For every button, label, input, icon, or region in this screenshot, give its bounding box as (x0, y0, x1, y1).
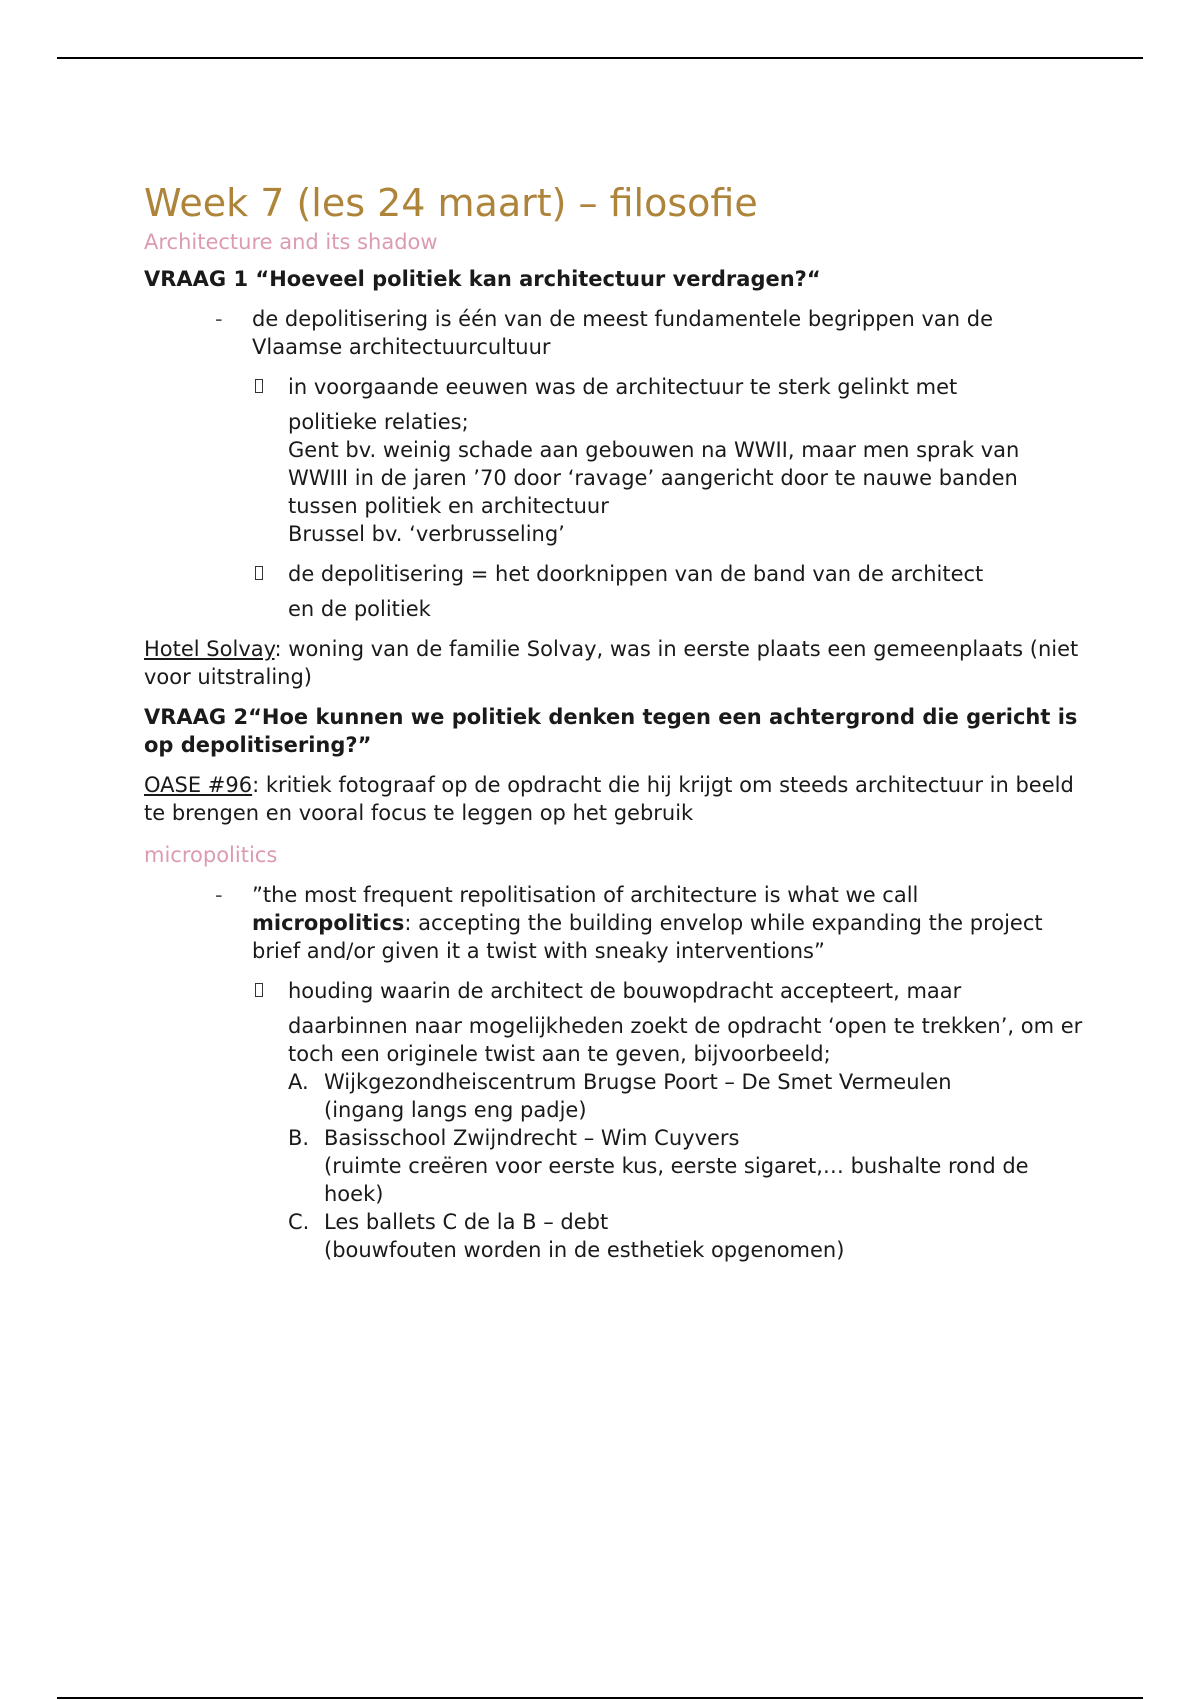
paragraph-text: : kritiek fotograaf op de opdracht die hij krijgt om steeds architectuur in beeld te brengen en vooral focus te leggen op het gebruik (144, 773, 1074, 825)
sub-bullet-first-line: in voorgaande eeuwen was de architectuur te sterk gelinkt met (288, 375, 958, 399)
sub-bullet-line: en de politiek (288, 597, 431, 621)
list-item-note: (ruimte creëren voor eerste kus, eerste sigaret,… bushalte rond de hoek) (324, 1154, 1029, 1206)
term-oase: OASE #96 (144, 773, 253, 797)
bullet-quote (215, 881, 1084, 965)
term-hotel-solvay: Hotel Solvay (144, 637, 275, 661)
sub-bullet-first-line: de depolitisering = het doorknippen van de band van de architect (288, 562, 984, 586)
paragraph-oase (144, 771, 1084, 827)
examples-list (288, 1068, 1084, 1264)
paragraph-text: : woning van de familie Solvay, was in eerste plaats een gemeenplaats (niet voor uitstraling) (144, 637, 1079, 689)
list-letter: C. (288, 1210, 310, 1234)
bullet-text: de depolitisering is één van de meest fundamentele begrippen van de Vlaamse architectuurcultuur (252, 307, 993, 359)
top-rule (57, 57, 1143, 59)
list-letter: B. (288, 1126, 310, 1150)
list-letter: A. (288, 1070, 309, 1094)
bottom-rule (57, 1697, 1143, 1699)
list-item-note: (ingang langs eng padje) (324, 1098, 587, 1122)
document-body (144, 178, 1084, 1276)
list-item-title: Basisschool Zwijndrecht – Wim Cuyvers (324, 1126, 740, 1150)
sub-bullet-line: politieke relaties; (288, 410, 469, 434)
sub-bullet-1 (288, 373, 1084, 548)
box-bullet-icon (255, 983, 263, 997)
sub-bullet-2 (288, 560, 1084, 623)
section-heading-micropolitics: micropolitics (144, 843, 278, 867)
question-1: VRAAG 1 “Hoeveel politiek kan architectuur verdragen?“ (144, 267, 821, 291)
bullet-depolitisering (215, 305, 1084, 361)
sub-bullet-first-line: houding waarin de architect de bouwopdracht accepteert, maar (288, 979, 962, 1003)
list-item-title: Wijkgezondheiscentrum Brugse Poort – De Smet Vermeulen (324, 1070, 952, 1094)
list-item-note: (bouwfouten worden in de esthetiek opgenomen) (324, 1238, 845, 1262)
sub-bullet-line: Gent bv. weinig schade aan gebouwen na WWII, maar men sprak van WWIII in de jaren ’70 door ‘ravage’ aangericht door te nauwe banden tussen politiek en architectuur (288, 438, 1020, 518)
list-item (288, 1208, 1084, 1264)
page-title: Week 7 (les 24 maart) – filosofie (144, 181, 758, 225)
quote-bold-term: micropolitics (252, 911, 405, 935)
quote-text: : accepting the building envelop while expanding the project brief and/or given it a twist with sneaky interventions” (252, 911, 1043, 963)
question-2: VRAAG 2“Hoe kunnen we politiek denken tegen een achtergrond die gericht is op depolitisering?” (144, 705, 1078, 757)
list-item (288, 1068, 1084, 1124)
paragraph-hotel-solvay (144, 635, 1084, 691)
dash-bullet: - (215, 307, 223, 331)
list-item-title: Les ballets C de la B – debt (324, 1210, 609, 1234)
sub-bullet-line: daarbinnen naar mogelijkheden zoekt de opdracht ‘open te trekken’, om er toch een originele twist aan te geven, bijvoorbeeld; (288, 1014, 1083, 1066)
quote-text: ”the most frequent repolitisation of architecture is what we call (252, 883, 919, 907)
sub-bullet-line: Brussel bv. ‘verbrusseling’ (288, 522, 565, 546)
box-bullet-icon (255, 566, 263, 580)
page-subtitle: Architecture and its shadow (144, 230, 438, 254)
dash-bullet: - (215, 883, 223, 907)
sub-bullet-3 (288, 977, 1084, 1264)
box-bullet-icon (255, 379, 263, 393)
list-item (288, 1124, 1084, 1208)
